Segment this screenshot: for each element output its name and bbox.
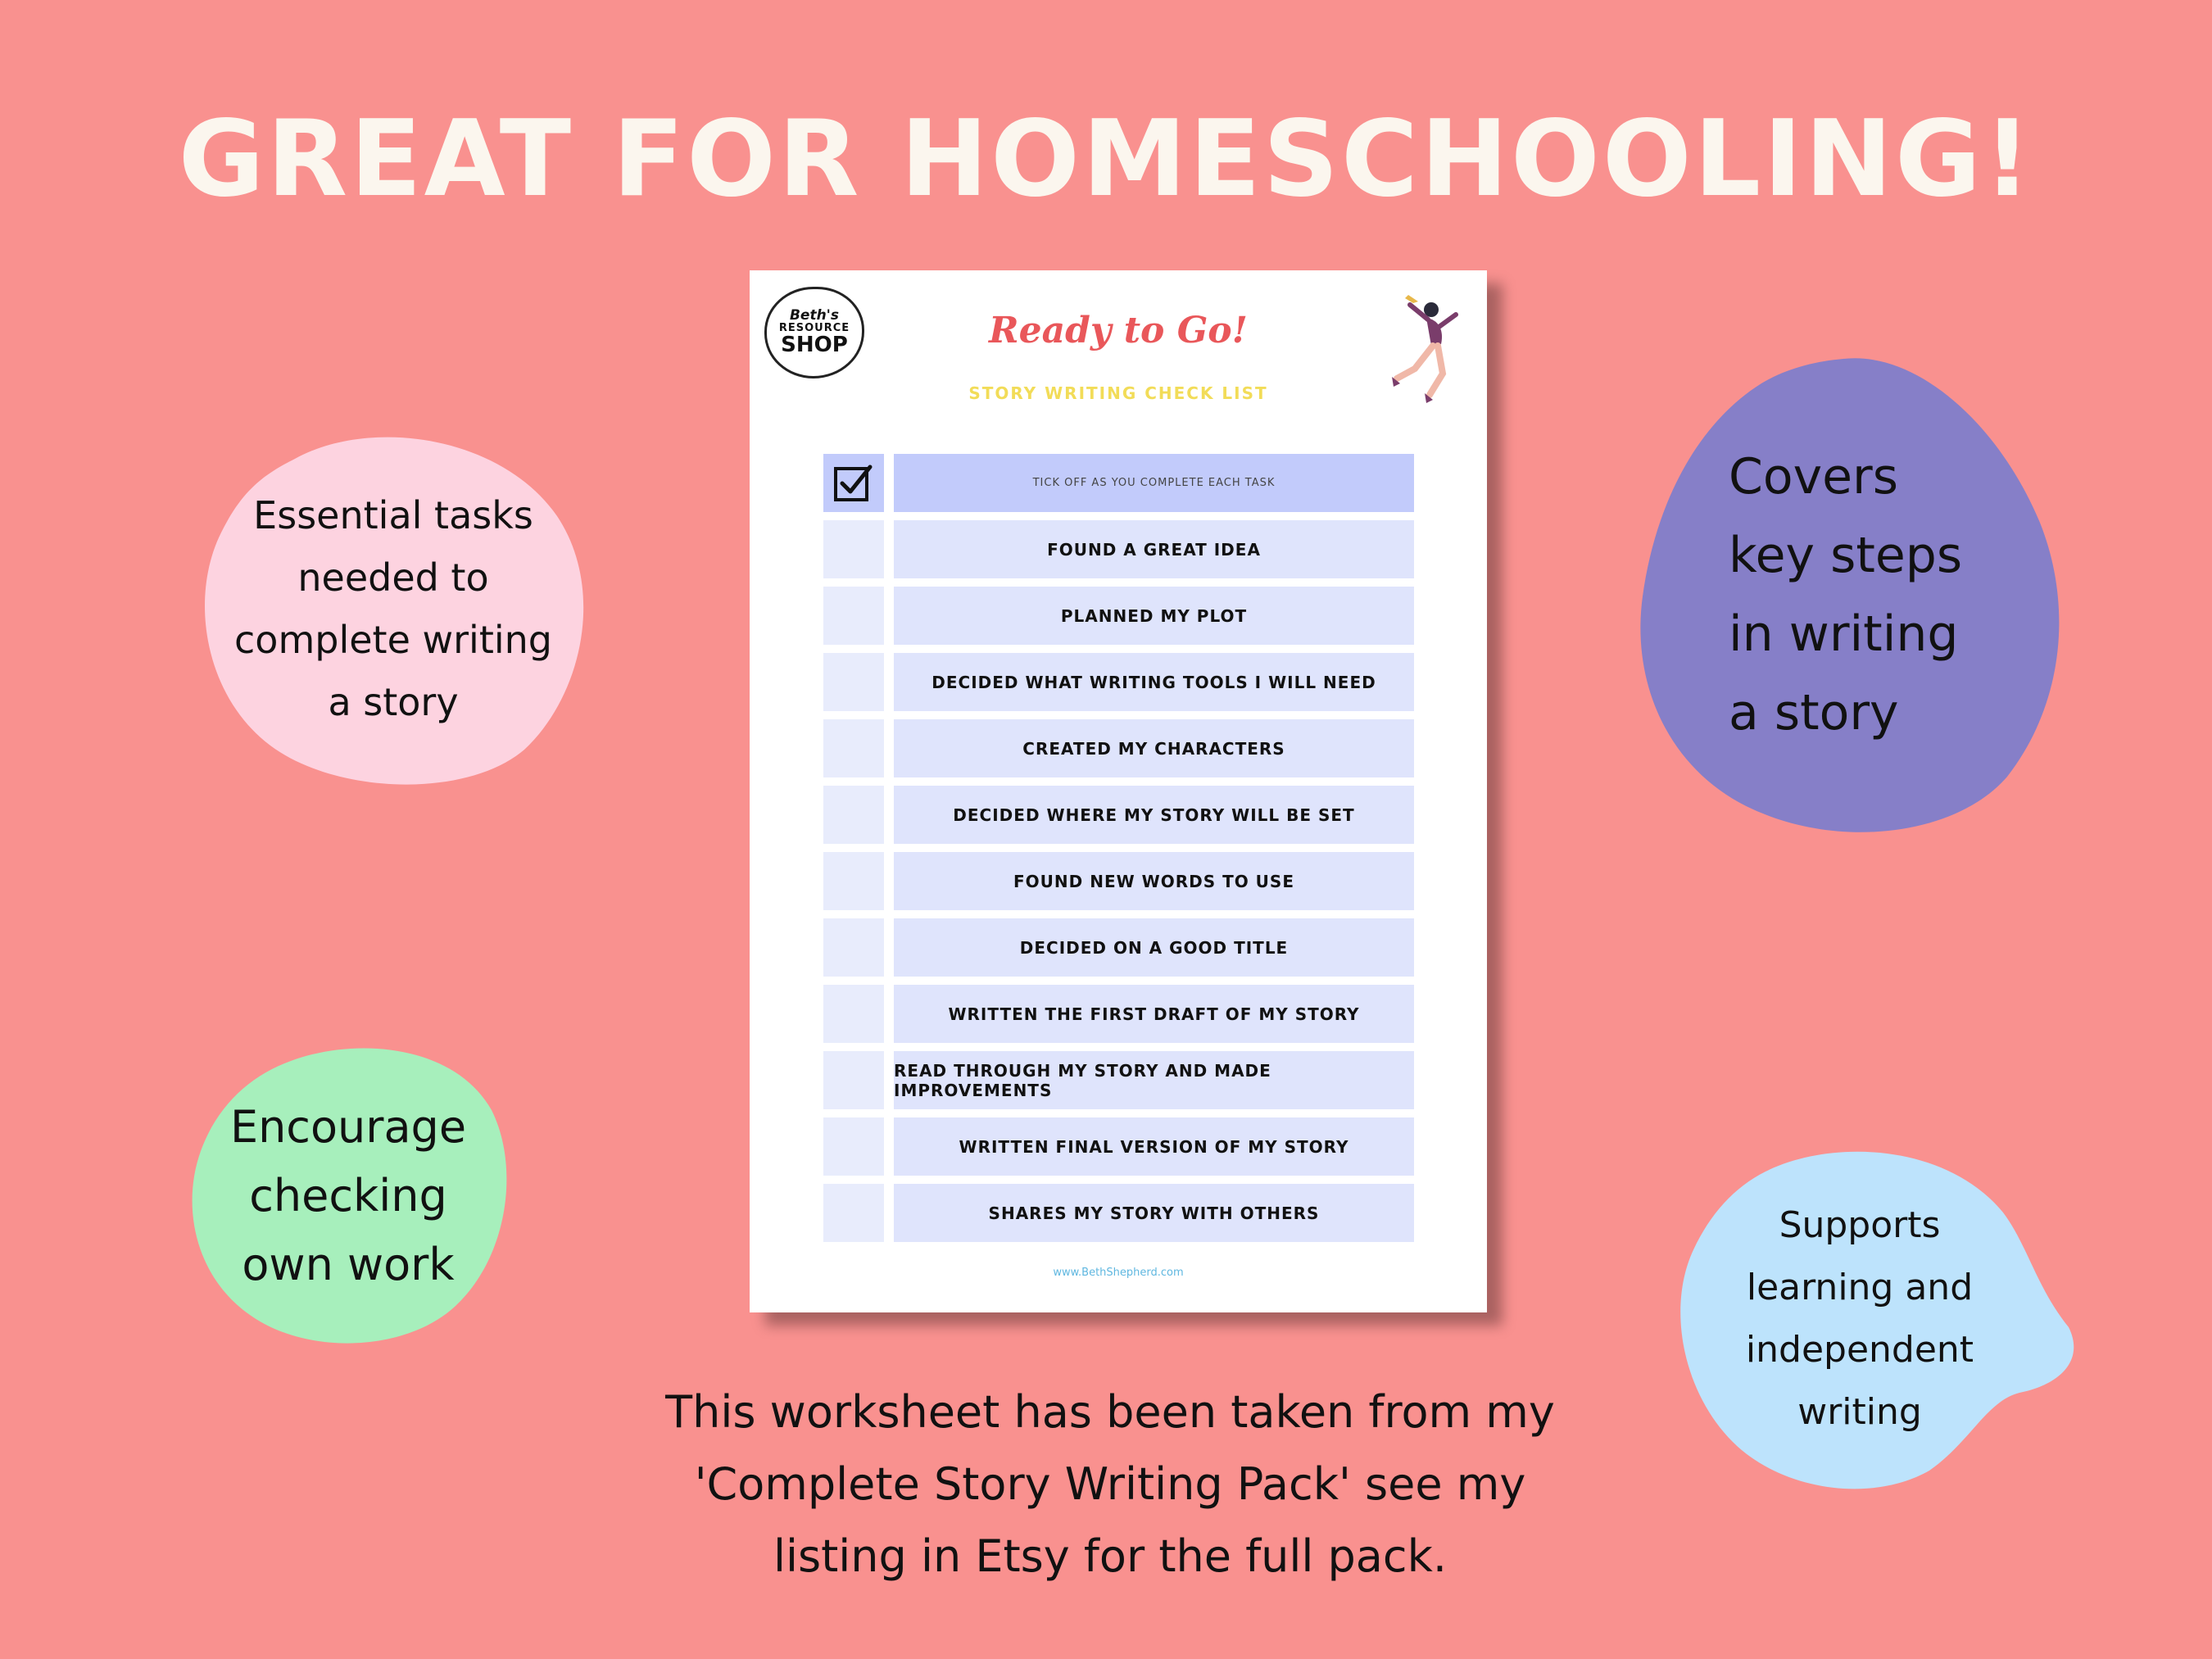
task-label: WRITTEN FINAL VERSION OF MY STORY <box>894 1117 1414 1176</box>
checklist-row <box>823 985 1360 1043</box>
task-checkbox[interactable] <box>823 852 884 910</box>
checklist-header-row <box>823 454 1344 512</box>
checklist-row <box>823 852 1344 910</box>
worksheet-url: www.BethShepherd.com <box>1053 1267 1184 1279</box>
checklist-row <box>823 719 1344 777</box>
blob-line: Essential tasks <box>253 492 533 537</box>
blob-line: a story <box>328 679 459 724</box>
checklist <box>823 454 1376 1250</box>
task-checkbox[interactable] <box>823 1051 884 1109</box>
blob-line: a story <box>1729 683 1899 741</box>
page-headline: GREAT FOR HOMESCHOOLING! <box>178 98 2034 220</box>
blob-line: needed to <box>297 555 489 600</box>
blob-line: writing <box>1797 1391 1922 1433</box>
worksheet-title: Ready to Go! <box>989 310 1248 351</box>
logo-line: SHOP <box>781 333 848 358</box>
blob-supports <box>1675 1147 2077 1491</box>
task-label: FOUND A GREAT IDEA <box>894 520 1414 578</box>
worksheet-subtitle: STORY WRITING CHECK LIST <box>968 383 1268 403</box>
blob-line: checking <box>249 1170 447 1222</box>
checklist-row <box>823 1184 1344 1242</box>
blob-line: key steps <box>1729 526 1963 584</box>
task-label: READ THROUGH MY STORY AND MADE IMPROVEMENTS <box>894 1051 1414 1109</box>
checklist-row <box>823 918 1344 977</box>
blob-essential-tasks-text <box>197 426 590 791</box>
logo-line: Beth's <box>789 306 840 324</box>
footer-line: listing in Etsy for the full pack. <box>773 1530 1448 1582</box>
checklist-row <box>823 587 1344 645</box>
task-checkbox[interactable] <box>823 786 884 844</box>
checkbox-checked-icon <box>832 462 875 505</box>
blob-key-steps <box>1639 351 2065 838</box>
task-label: CREATED MY CHARACTERS <box>894 719 1414 777</box>
footer-note <box>508 1376 1712 1593</box>
blob-line: in writing <box>1729 605 1959 663</box>
worksheet <box>750 270 1487 1312</box>
task-label: DECIDED ON A GOOD TITLE <box>894 918 1414 977</box>
task-label: DECIDED WHERE MY STORY WILL BE SET <box>894 786 1414 844</box>
blob-encourage <box>184 1045 512 1348</box>
checklist-row <box>823 786 1355 844</box>
blob-line: Covers <box>1729 447 1898 505</box>
footer-line: This worksheet has been taken from my <box>665 1386 1555 1438</box>
blob-line: own work <box>242 1239 455 1290</box>
blob-line: Supports <box>1779 1204 1941 1246</box>
logo-line: RESOURCE <box>778 322 850 335</box>
blob-line: independent <box>1745 1329 1974 1371</box>
task-checkbox[interactable] <box>823 985 884 1043</box>
blob-line: complete writing <box>234 617 552 662</box>
runner-illustration <box>1380 287 1471 410</box>
task-checkbox[interactable] <box>823 653 884 711</box>
checklist-instruction: TICK OFF AS YOU COMPLETE EACH TASK <box>894 454 1414 512</box>
task-label: SHARES MY STORY WITH OTHERS <box>894 1184 1414 1242</box>
task-checkbox[interactable] <box>823 719 884 777</box>
blob-supports-text <box>1675 1147 2077 1491</box>
task-checkbox[interactable] <box>823 587 884 645</box>
task-checkbox[interactable] <box>823 1117 884 1176</box>
blob-key-steps-text <box>1639 351 2065 838</box>
task-label: DECIDED WHAT WRITING TOOLS I WILL NEED <box>894 653 1414 711</box>
task-checkbox[interactable] <box>823 1184 884 1242</box>
task-checkbox[interactable] <box>823 918 884 977</box>
checklist-row <box>823 653 1376 711</box>
footer-line: 'Complete Story Writing Pack' see my <box>694 1458 1526 1510</box>
task-label: PLANNED MY PLOT <box>894 587 1414 645</box>
blob-encourage-text <box>184 1045 512 1348</box>
header-checkbox <box>823 454 884 512</box>
task-label: WRITTEN THE FIRST DRAFT OF MY STORY <box>894 985 1414 1043</box>
checklist-row <box>823 1051 1344 1109</box>
checklist-row <box>823 1117 1349 1176</box>
task-checkbox[interactable] <box>823 520 884 578</box>
blob-line: Encourage <box>229 1101 467 1153</box>
checklist-row <box>823 520 1344 578</box>
blob-line: learning and <box>1746 1267 1974 1308</box>
blob-essential-tasks <box>197 426 590 791</box>
task-label: FOUND NEW WORDS TO USE <box>894 852 1414 910</box>
